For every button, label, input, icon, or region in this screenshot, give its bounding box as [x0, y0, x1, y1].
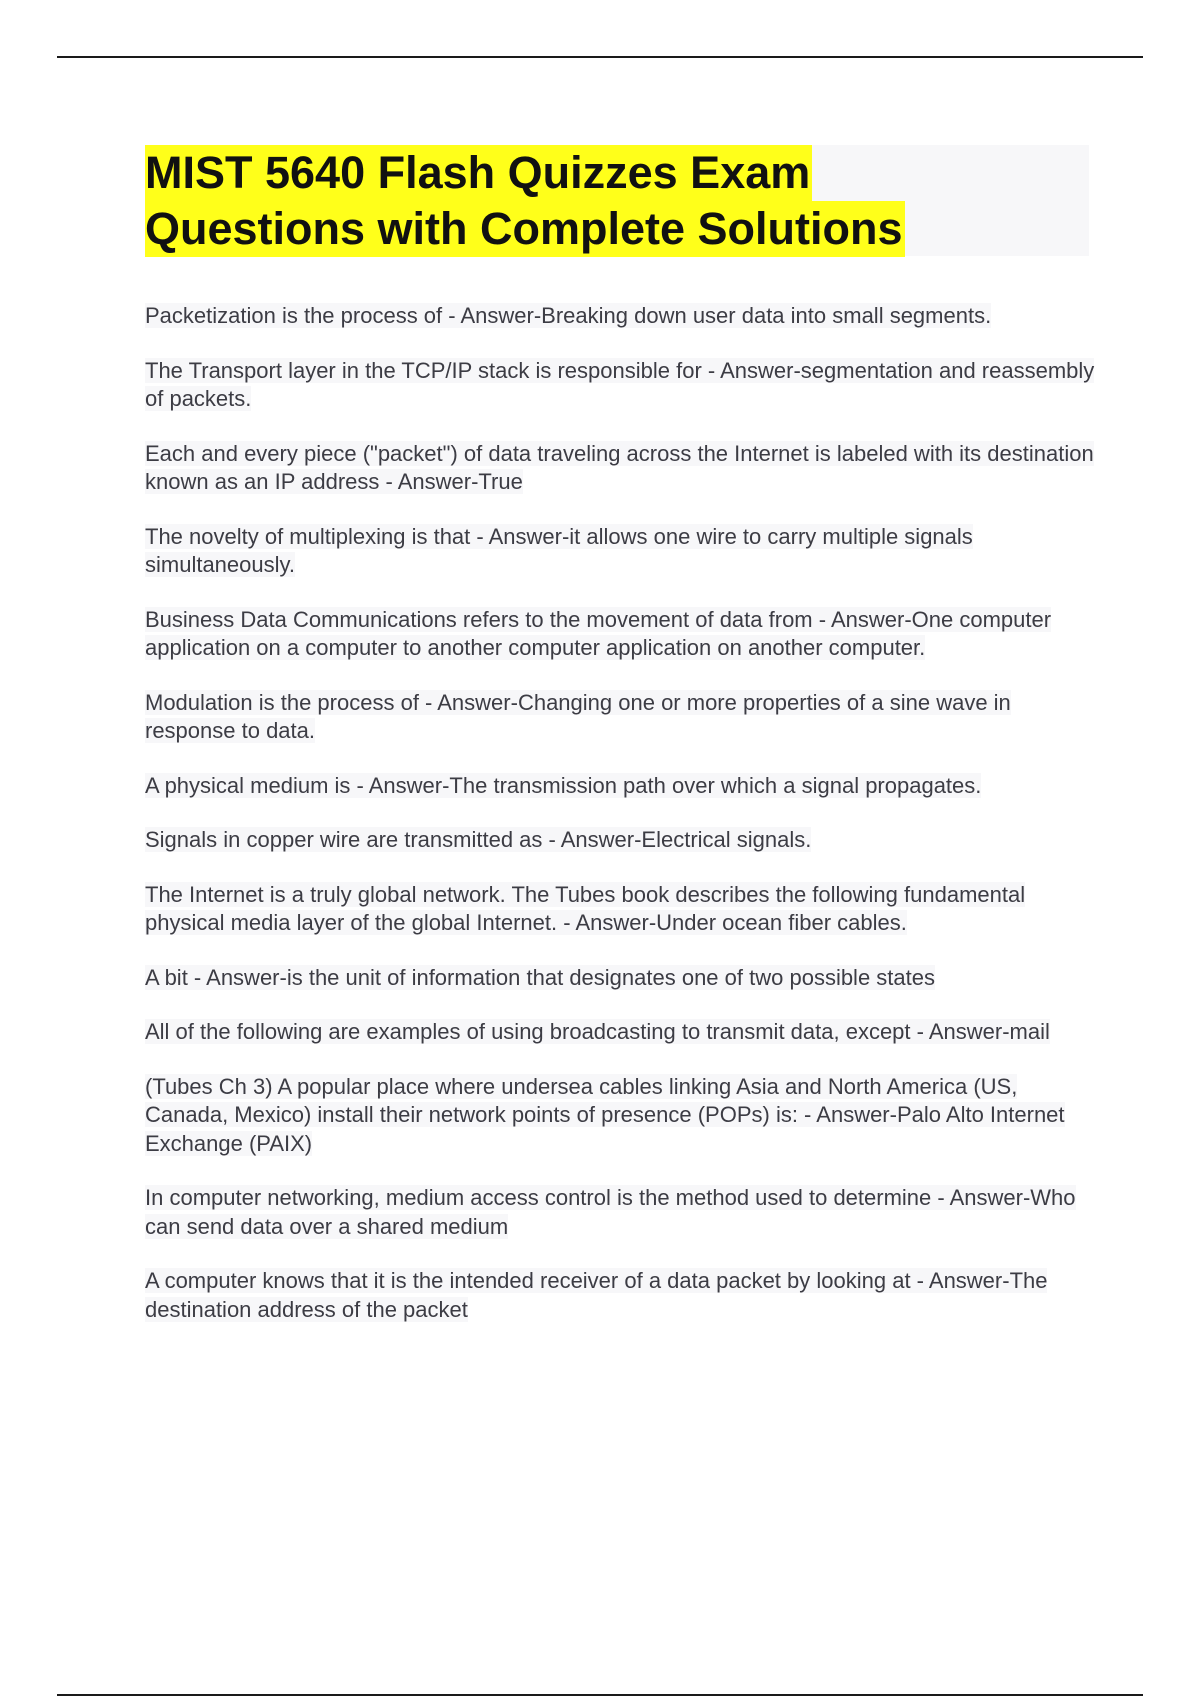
qa-item [145, 523, 1095, 580]
qa-item [145, 1073, 1095, 1159]
qa-text: In computer networking, medium access control is the method used to determine - Answer-Who can send data over a shared medium [145, 1185, 1076, 1239]
qa-item [145, 1267, 1095, 1324]
qa-text: A bit - Answer-is the unit of information that designates one of two possible states [145, 964, 935, 990]
qa-item [145, 881, 1095, 938]
qa-text: The novelty of multiplexing is that - Answer-it allows one wire to carry multiple signals simultaneously. [145, 523, 973, 577]
qa-item [145, 772, 1095, 801]
qa-text: All of the following are examples of using broadcasting to transmit data, except - Answer-mail [145, 1019, 1050, 1044]
title-line-2: Questions with Complete Solutions [145, 201, 905, 257]
question-answer-list [145, 302, 1095, 1350]
qa-text: (Tubes Ch 3) A popular place where undersea cables linking Asia and North America (US, Canada, Mexico) install their network points of presence (POPs) is: - Answer-Palo Alto Internet Exchange (PAIX) [145, 1073, 1065, 1156]
document-title [145, 145, 1089, 257]
qa-item [145, 964, 1095, 993]
qa-text: The Transport layer in the TCP/IP stack is responsible for - Answer-segmentation and reassembly of packets. [145, 357, 1095, 411]
qa-item [145, 1018, 1095, 1047]
qa-item [145, 689, 1095, 746]
bottom-rule [57, 1694, 1143, 1696]
title-line-1: MIST 5640 Flash Quizzes Exam [145, 145, 812, 201]
qa-text: Packetization is the process of - Answer-Breaking down user data into small segments. [145, 303, 992, 328]
qa-text: The Internet is a truly global network. The Tubes book describes the following fundamental physical media layer of the global Internet. - Answer-Under ocean fiber cables. [145, 881, 1026, 935]
qa-text: Each and every piece ("packet") of data traveling across the Internet is labeled with its destination known as an IP address - Answer-True [145, 440, 1094, 494]
qa-item [145, 302, 1095, 331]
qa-text: A physical medium is - Answer-The transmission path over which a signal propagates. [145, 772, 982, 798]
qa-item [145, 357, 1095, 414]
qa-text: Signals in copper wire are transmitted as - Answer-Electrical signals. [145, 827, 812, 852]
qa-item [145, 606, 1095, 663]
qa-item [145, 826, 1095, 855]
title-block [145, 145, 1089, 256]
qa-item [145, 1184, 1095, 1241]
qa-text: Business Data Communications refers to the movement of data from - Answer-One computer application on a computer to another computer application on another computer. [145, 606, 1052, 660]
qa-item [145, 440, 1095, 497]
top-rule [57, 56, 1143, 58]
qa-text: Modulation is the process of - Answer-Changing one or more properties of a sine wave in response to data. [145, 689, 1011, 743]
qa-text: A computer knows that it is the intended receiver of a data packet by looking at - Answer-The destination address of the packet [145, 1268, 1048, 1322]
